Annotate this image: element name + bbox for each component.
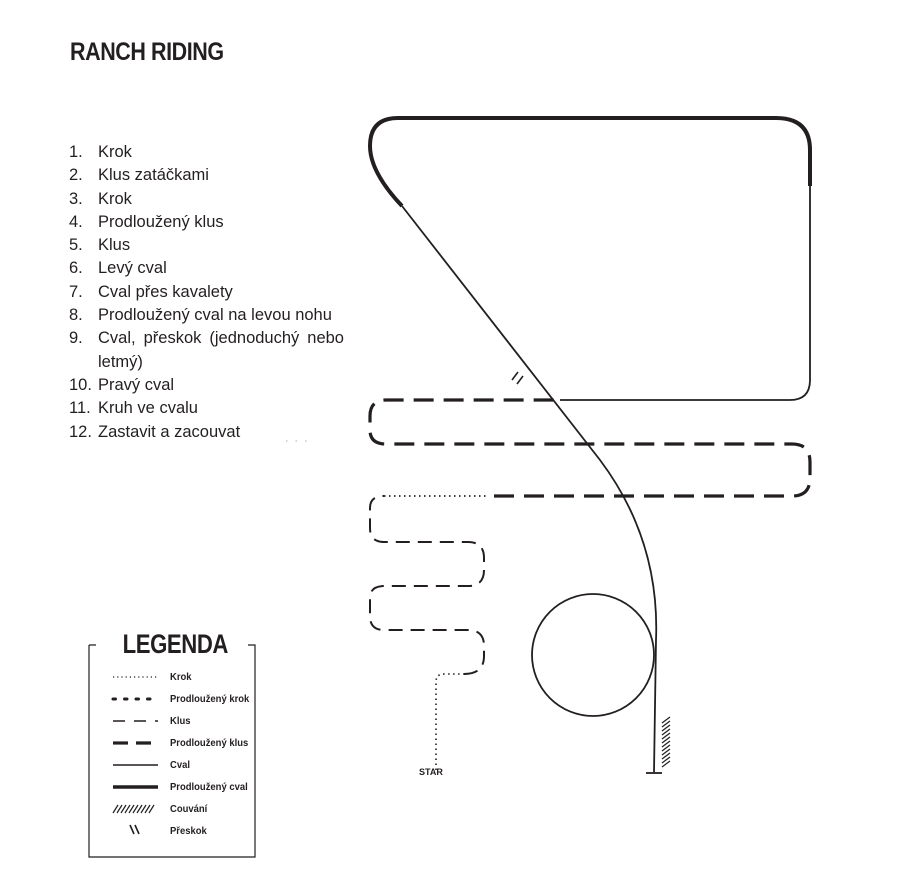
step-number: 6. xyxy=(69,259,83,278)
step-number: 9. xyxy=(69,329,83,348)
legend-title: LEGENDA xyxy=(122,629,229,659)
canter-circle-path xyxy=(532,594,654,716)
legend-label-cval: Cval xyxy=(170,759,190,771)
start-label: STAR xyxy=(419,767,443,777)
page-title: RANCH RIDING xyxy=(70,38,224,66)
step-number: 12. xyxy=(69,422,92,441)
step-text: Cval přes kavalety xyxy=(98,282,233,301)
step-text: Pravý cval xyxy=(98,375,175,394)
step-text: Klus zatáčkami xyxy=(98,166,209,185)
legend-samples xyxy=(113,677,158,834)
jump-mark xyxy=(512,372,523,384)
step-text: Prodloužený klus xyxy=(98,212,224,231)
legend-label-prodlouzeny-klus: Prodloužený klus xyxy=(170,737,249,749)
back-up-hatch xyxy=(662,717,670,767)
step-text: Zastavit a zacouvat xyxy=(98,422,241,441)
step-number: 3. xyxy=(69,189,83,208)
step-number: 7. xyxy=(69,282,83,301)
step-number: 8. xyxy=(69,306,83,325)
legend-label-preskok: Přeskok xyxy=(170,825,207,837)
step-number: 5. xyxy=(69,236,83,255)
step-text: Prodloužený cval na levou nohu xyxy=(98,306,332,325)
step-number: 11. xyxy=(69,399,91,418)
step-number: 10. xyxy=(69,375,92,394)
legend-label-krok: Krok xyxy=(170,671,192,683)
step-text: Cval, přeskok (jednoduchý nebo letmý) xyxy=(98,329,344,371)
legend-sample-couvani xyxy=(113,805,154,813)
step-text: Klus xyxy=(98,236,131,255)
canter-loop-path xyxy=(560,186,810,400)
legend-label-prodlouzeny-krok: Prodloužený krok xyxy=(170,693,250,705)
legend-label-couvani: Couvání xyxy=(170,803,208,815)
legend-label-klus: Klus xyxy=(170,715,191,727)
step-number: 2. xyxy=(69,166,83,185)
diagonal-canter-path xyxy=(402,206,656,772)
step-text: Krok xyxy=(98,189,132,208)
step-text: Levý cval xyxy=(98,259,167,278)
extended-canter-path xyxy=(370,118,810,206)
step-number: 1. xyxy=(69,143,83,161)
walk-path xyxy=(436,674,464,770)
legend-label-prodlouzeny-cval: Prodloužený cval xyxy=(170,781,248,793)
step-number: 4. xyxy=(69,212,83,231)
serpentine-trot-path xyxy=(370,496,484,674)
step-text: Krok xyxy=(98,143,132,161)
step-text: Kruh ve cvalu xyxy=(98,399,198,418)
legend-sample-preskok xyxy=(130,825,139,834)
